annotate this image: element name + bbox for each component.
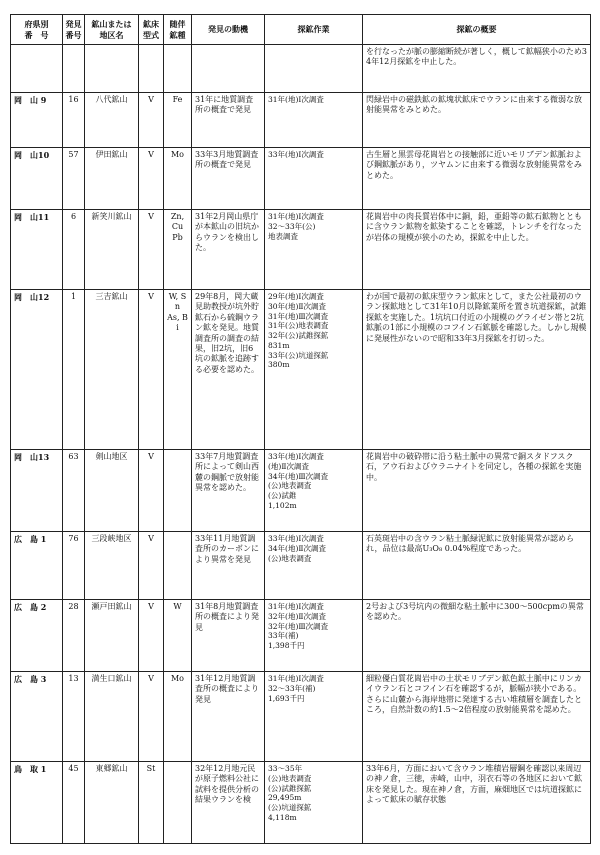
cell-discovery-no: 63 [63, 450, 85, 532]
table-row [11, 532, 591, 600]
cell-exploration-overview: 細粒優白質花崗岩中の土状モリブデン鉱色鉱土脈中にリンカイウラン石とコフイン石を確認するが，脈幅が狭小である。さらに山麓から海岸地帯に発達する古い堆積層を調査したところ，自然計数の約1.5～2倍程度の放射能異常を認めた。 [363, 672, 591, 762]
cell-mine-name: 三吉鉱山 [85, 290, 139, 450]
cell-minerals [164, 45, 192, 93]
cell-deposit-type: V [139, 210, 164, 290]
header-pref-no: 府県別 番 号 [11, 15, 63, 45]
cell-minerals [164, 532, 192, 600]
cell-mine-name: 剣山地区 [85, 450, 139, 532]
cell-pref-no [11, 45, 63, 93]
cell-minerals: Zn, Cu Pb [164, 210, 192, 290]
cell-exploration-overview: 2号および3号坑内の微細な粘土脈中に300～500cpmの異常を認めた。 [363, 600, 591, 672]
table-row [11, 600, 591, 672]
cell-mine-name: 伊田鉱山 [85, 148, 139, 210]
cell-exploration-overview: 石英斑岩中の含ウラン粘土脈緑泥鉱に放射能異常が認められ，品位は最高U₃O₈ 0.04%程度であった。 [363, 532, 591, 600]
cell-discovery-no: 76 [63, 532, 85, 600]
cell-deposit-type: V [139, 672, 164, 762]
cell-discovery-no: 45 [63, 762, 85, 844]
cell-deposit-type: V [139, 532, 164, 600]
cell-mine-name: 満生口鉱山 [85, 672, 139, 762]
cell-discovery-motive [192, 45, 265, 93]
header-exploration-overview: 探鉱の概要 [363, 15, 591, 45]
table-row [11, 210, 591, 290]
cell-discovery-no: 6 [63, 210, 85, 290]
header-exploration-work: 探鉱作業 [265, 15, 363, 45]
cell-exploration-work: 31年(地)Ⅰ次調査 32～33年(公) 地表調査 [265, 210, 363, 290]
cell-minerals [164, 450, 192, 532]
cell-deposit-type: V [139, 290, 164, 450]
cell-discovery-no: 28 [63, 600, 85, 672]
cell-mine-name: 三段峡地区 [85, 532, 139, 600]
cell-exploration-overview: を行なったが脈の膨縮断続が著しく，概して鉱幅狭小のため34年12月探鉱を中止した。 [363, 45, 591, 93]
cell-discovery-no: 16 [63, 93, 85, 148]
cell-discovery-no: 1 [63, 290, 85, 450]
cell-exploration-overview: 33年6月，方面において含ウラン堆積岩層鋼を確認以来周辺の神ノ倉，三徳，赤崎，山中，羽衣石等の各地区において鉱床を発見した。現在神ノ倉，方面，麻畑地区では坑道探鉱によって鉱床の賦存状態 [363, 762, 591, 844]
table-row [11, 672, 591, 762]
cell-discovery-no: 13 [63, 672, 85, 762]
cell-discovery-motive: 31年8月地質調査所の概査により発見 [192, 600, 265, 672]
cell-mine-name: 瀬戸田鉱山 [85, 600, 139, 672]
table-row [11, 148, 591, 210]
cell-minerals: Fe [164, 93, 192, 148]
cell-pref-no: 岡 山 9 [11, 93, 63, 148]
cell-exploration-work [265, 45, 363, 93]
header-discovery-no: 発見 番号 [63, 15, 85, 45]
cell-exploration-overview: わが国で最初の鉱床型ウラン鉱床として，また公社最初のウラン探鉱地として31年10月以降鉱業所を置き坑道探鉱，試錐探鉱を実施した。1坑坑口付近の小規模のグライゼン帯と2坑鉱脈の1部に小規模のコフイン石鉱脈を確認した。しかし規模に発展性がないので昭和33年3月探鉱を打切った。 [363, 290, 591, 450]
table-row [11, 93, 591, 148]
cell-discovery-no: 57 [63, 148, 85, 210]
cell-discovery-motive: 29年8月，岡大蔵見助教授が坑外貯鉱石から硫鋼ウラン鉱を発見。地質調査所の調査の結果，旧2坑，旧6坑の鉱脈を追跡する必要を認めた。 [192, 290, 265, 450]
cell-deposit-type: St [139, 762, 164, 844]
cell-deposit-type: V [139, 148, 164, 210]
cell-deposit-type: V [139, 93, 164, 148]
header-discovery-motive: 発見の動機 [192, 15, 265, 45]
cell-exploration-overview: 古生層と黒雲母花崗岩との接触部に近いモリブデン鉱脈および鋼鉱脈があり，ツヤムンに由来する微弱な放射能異常をみとめた。 [363, 148, 591, 210]
cell-mine-name: 八代鉱山 [85, 93, 139, 148]
cell-mine-name: 東郷鉱山 [85, 762, 139, 844]
cell-pref-no: 岡 山13 [11, 450, 63, 532]
cell-minerals [164, 762, 192, 844]
cell-deposit-type: V [139, 600, 164, 672]
cell-exploration-work: 33年(地)Ⅰ次調査 34年(地)Ⅱ次調査 (公)地表調査 [265, 532, 363, 600]
cell-mine-name [85, 45, 139, 93]
table-row [11, 762, 591, 844]
cell-discovery-no [63, 45, 85, 93]
cell-exploration-work: 33～35年 (公)地表調査 (公)試錐探鉱 29,495m (公)坑道探鉱 4,118m [265, 762, 363, 844]
cell-exploration-overview: 花崗岩中の肉長質岩体中に銅，鉛，亜鉛等の鉱石鉱物とともに含ウラン鉱物を鉱染することを確認，トレンチを行なったが岩体の規模が狭小のため，探鉱を中止した。 [363, 210, 591, 290]
cell-pref-no: 岡 山12 [11, 290, 63, 450]
cell-minerals: Mo [164, 148, 192, 210]
cell-pref-no: 広 島 3 [11, 672, 63, 762]
cell-exploration-work: 31年(地)Ⅰ次調査 32年(地)Ⅱ次調査 32年(地)Ⅲ次調査 33年(補) 1,398千円 [265, 600, 363, 672]
cell-pref-no: 岡 山10 [11, 148, 63, 210]
cell-exploration-overview: 閃緑岩中の磁鉄鉱の鉱塊状鉱床でウランに由来する微弱な放射能異常をみとめた。 [363, 93, 591, 148]
header-mine-name: 鉱山または 地区名 [85, 15, 139, 45]
cell-exploration-work: 33年(地)Ⅰ次調査 [265, 148, 363, 210]
table-row [11, 450, 591, 532]
cell-discovery-motive: 33年11月地質調査所のカーボンにより異常を発見 [192, 532, 265, 600]
cell-exploration-work: 33年(地)Ⅰ次調査 (地)Ⅱ次調査 34年(地)Ⅲ次調査 (公)地表調査 (公)試錐 1,102m [265, 450, 363, 532]
cell-minerals: W, Sn As, Bi [164, 290, 192, 450]
cell-mine-name: 新笑川鉱山 [85, 210, 139, 290]
cell-minerals: Mo [164, 672, 192, 762]
cell-exploration-work: 31年(地)Ⅰ次調査 [265, 93, 363, 148]
cell-pref-no: 広 島 2 [11, 600, 63, 672]
cell-deposit-type [139, 45, 164, 93]
cell-discovery-motive: 33年7月地質調査所によって剣山西麓の鋼脈で放射能異常を認めた。 [192, 450, 265, 532]
cell-pref-no: 広 島 1 [11, 532, 63, 600]
cell-discovery-motive: 33年3月地質調査所の概査で発見 [192, 148, 265, 210]
cell-pref-no: 岡 山11 [11, 210, 63, 290]
header-deposit-type: 鉱床 型式 [139, 15, 164, 45]
header-minerals: 随伴 鉱種 [164, 15, 192, 45]
cell-discovery-motive: 32年12月地元民が原子燃料公社に試料を提供分析の結果ウランを検 [192, 762, 265, 844]
cell-exploration-work: 31年(地)Ⅰ次調査 32～33年(補) 1,693千円 [265, 672, 363, 762]
cell-discovery-motive: 31年に地質調査所の概査で発見 [192, 93, 265, 148]
cell-exploration-work: 29年(地)Ⅰ次調査 30年(地)Ⅱ次調査 31年(地)Ⅲ次調査 31年(公)地表調査 32年(公)試錐探鉱 831m 33年(公)坑道探鉱 380m [265, 290, 363, 450]
table-row [11, 45, 591, 93]
cell-discovery-motive: 31年2月岡山県庁が本鉱山の旧坑からウランを検出した。 [192, 210, 265, 290]
cell-minerals: W [164, 600, 192, 672]
cell-deposit-type: V [139, 450, 164, 532]
table-row [11, 290, 591, 450]
mine-survey-table [10, 14, 591, 844]
cell-discovery-motive: 31年12月地質調査所の概査により発見 [192, 672, 265, 762]
table-header-row [11, 15, 591, 45]
cell-pref-no: 鳥 取 1 [11, 762, 63, 844]
cell-exploration-overview: 花崗岩中の破砕帯に沿う粘土脈中の異常で銅スタドフスク石，アウ石およびウラニナイトを同定し，各種の探鉱を実施中。 [363, 450, 591, 532]
